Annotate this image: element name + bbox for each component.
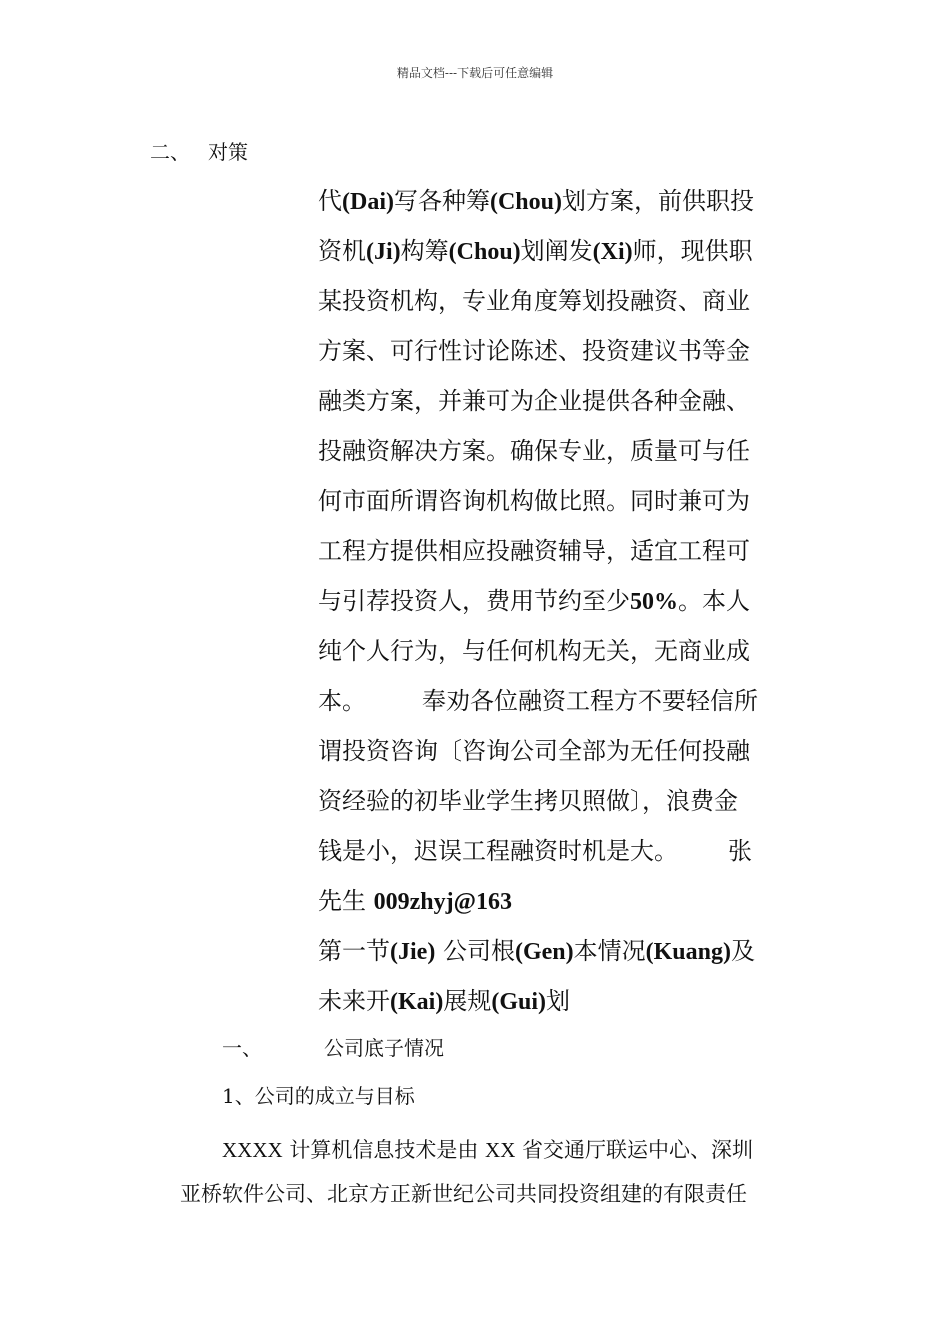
text-line: 投融资解决方案。确保专业，质量可与任 <box>318 437 750 465</box>
section-number: 一、 <box>222 1036 262 1060</box>
page-header: 精品文档---下载后可任意编辑 <box>396 66 554 80</box>
text-line: 何市面所谓咨询机构做比照。同时兼可为 <box>318 487 750 515</box>
text-line: 资经验的初毕业学生拷贝照做〕，浪费金 <box>318 787 738 815</box>
section-title: 公司底子情况 <box>324 1036 444 1060</box>
section-heading-one <box>222 1032 444 1061</box>
text-line: 代(Dai)写各种筹(Chou)划方案，前供职投 <box>318 187 754 215</box>
text-line: 某投资机构，专业角度筹划投融资、商业 <box>318 287 750 315</box>
text-line: 方案、可行性讨论陈述、投资建议书等金 <box>318 337 750 365</box>
text-line: 资机(Ji)构筹(Chou)划阐发(Xi)师，现供职 <box>318 237 753 265</box>
text-line: 钱是小，迟误工程融资时机是大。 张 <box>318 837 752 865</box>
text-line: 谓投资咨询〔咨询公司全部为无任何投融 <box>318 737 750 765</box>
text-line: 本。 奉劝各位融资工程方不要轻信所 <box>318 687 758 715</box>
section-title: 对策 <box>208 140 248 164</box>
section-heading-two <box>150 136 248 165</box>
chapter-title-line: 第一节(Jie) 公司根(Gen)本情况(Kuang)及 <box>318 937 755 965</box>
chapter-title-line: 未来开(Kai)展规(Gui)划 <box>318 987 570 1015</box>
subsection-title: 1、公司的成立与目标 <box>222 1084 415 1108</box>
text-line: 工程方提供相应投融资辅导，适宜工程可 <box>318 537 750 565</box>
section-number: 二、 <box>150 140 190 164</box>
contact-line: 先生 009zhyj@163 <box>318 887 512 915</box>
text-line: XXXX 计算机信息技术是由 XX 省交通厅联运中心、深圳 <box>222 1138 754 1162</box>
body-paragraph <box>180 1128 800 1216</box>
text-line: 亚桥软件公司、北京方正新世纪公司共同投资组建的有限责任 <box>180 1182 747 1206</box>
strategy-block <box>318 176 798 1026</box>
text-line: 与引荐投资人，费用节约至少50%。本人 <box>318 587 750 615</box>
text-line: 纯个人行为，与任何机构无关，无商业成 <box>318 637 750 665</box>
text-line: 融类方案，并兼可为企业提供各种金融、 <box>318 387 750 415</box>
